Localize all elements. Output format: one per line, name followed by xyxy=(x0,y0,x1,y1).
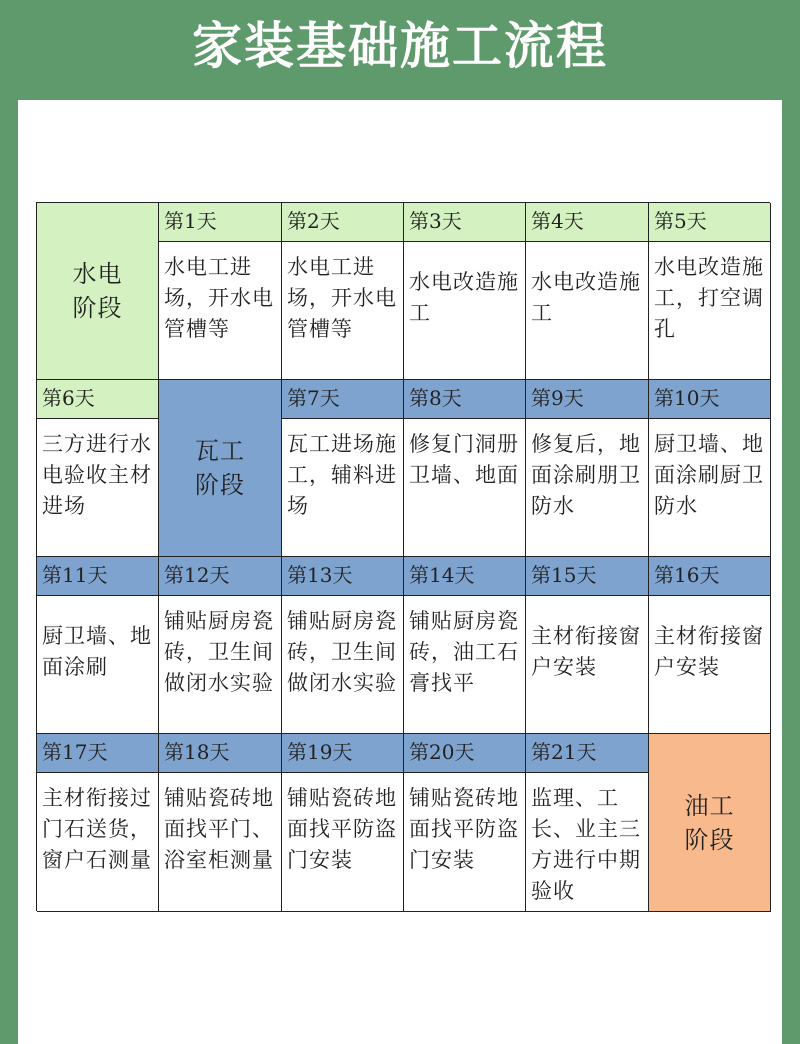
day-18-task: 铺贴瓷砖地面找平门、浴室柜测量 xyxy=(159,773,282,912)
day-12-task: 铺贴厨房瓷砖，卫生间做闭水实验 xyxy=(159,596,282,734)
day-21-task: 监理、工长、业主三方进行中期验收 xyxy=(526,773,649,912)
phase-tile: 瓦工阶段 xyxy=(159,380,282,557)
phase-water-electric: 水电阶段 xyxy=(37,203,159,380)
day-20-task: 铺贴瓷砖地面找平防盗门安装 xyxy=(404,773,526,912)
day-17-label: 第17天 xyxy=(37,734,159,773)
day-18-label: 第18天 xyxy=(159,734,282,773)
day-8-task: 修复门洞册卫墙、地面 xyxy=(404,419,526,557)
day-19-task: 铺贴瓷砖地面找平防盗门安装 xyxy=(282,773,404,912)
day-10-label: 第10天 xyxy=(649,380,771,419)
day-20-label: 第20天 xyxy=(404,734,526,773)
day-1-task: 水电工进场，开水电管槽等 xyxy=(159,242,282,380)
day-7-label: 第7天 xyxy=(282,380,404,419)
day-13-task: 铺贴厨房瓷砖，卫生间做闭水实验 xyxy=(282,596,404,734)
day-19-label: 第19天 xyxy=(282,734,404,773)
day-14-task: 铺贴厨房瓷砖，油工石膏找平 xyxy=(404,596,526,734)
day-5-task: 水电改造施工，打空调孔 xyxy=(649,242,771,380)
day-8-label: 第8天 xyxy=(404,380,526,419)
day-5-label: 第5天 xyxy=(649,203,771,242)
day-3-task: 水电改造施工 xyxy=(404,242,526,380)
day-17-task: 主材衔接过门石送货，窗户石测量 xyxy=(37,773,159,912)
day-11-task: 厨卫墙、地面涂刷 xyxy=(37,596,159,734)
day-9-task: 修复后，地面涂刷朋卫防水 xyxy=(526,419,649,557)
day-9-label: 第9天 xyxy=(526,380,649,419)
schedule-table xyxy=(36,202,770,911)
page-title: 家装基础施工流程 xyxy=(192,17,608,75)
day-6-label: 第6天 xyxy=(37,380,159,419)
day-15-label: 第15天 xyxy=(526,557,649,596)
day-21-label: 第21天 xyxy=(526,734,649,773)
day-6-task: 三方进行水电验收主材进场 xyxy=(37,419,159,557)
day-1-label: 第1天 xyxy=(159,203,282,242)
day-15-task: 主材衔接窗户安装 xyxy=(526,596,649,734)
day-4-label: 第4天 xyxy=(526,203,649,242)
phase-paint: 油工阶段 xyxy=(649,734,771,912)
day-7-task: 瓦工进场施工，辅料进场 xyxy=(282,419,404,557)
day-2-task: 水电工进场，开水电管槽等 xyxy=(282,242,404,380)
day-13-label: 第13天 xyxy=(282,557,404,596)
day-3-label: 第3天 xyxy=(404,203,526,242)
day-12-label: 第12天 xyxy=(159,557,282,596)
day-2-label: 第2天 xyxy=(282,203,404,242)
day-11-label: 第11天 xyxy=(37,557,159,596)
day-16-task: 主材衔接窗户安装 xyxy=(649,596,771,734)
day-14-label: 第14天 xyxy=(404,557,526,596)
day-10-task: 厨卫墙、地面涂刷厨卫防水 xyxy=(649,419,771,557)
day-16-label: 第16天 xyxy=(649,557,771,596)
day-4-task: 水电改造施工 xyxy=(526,242,649,380)
